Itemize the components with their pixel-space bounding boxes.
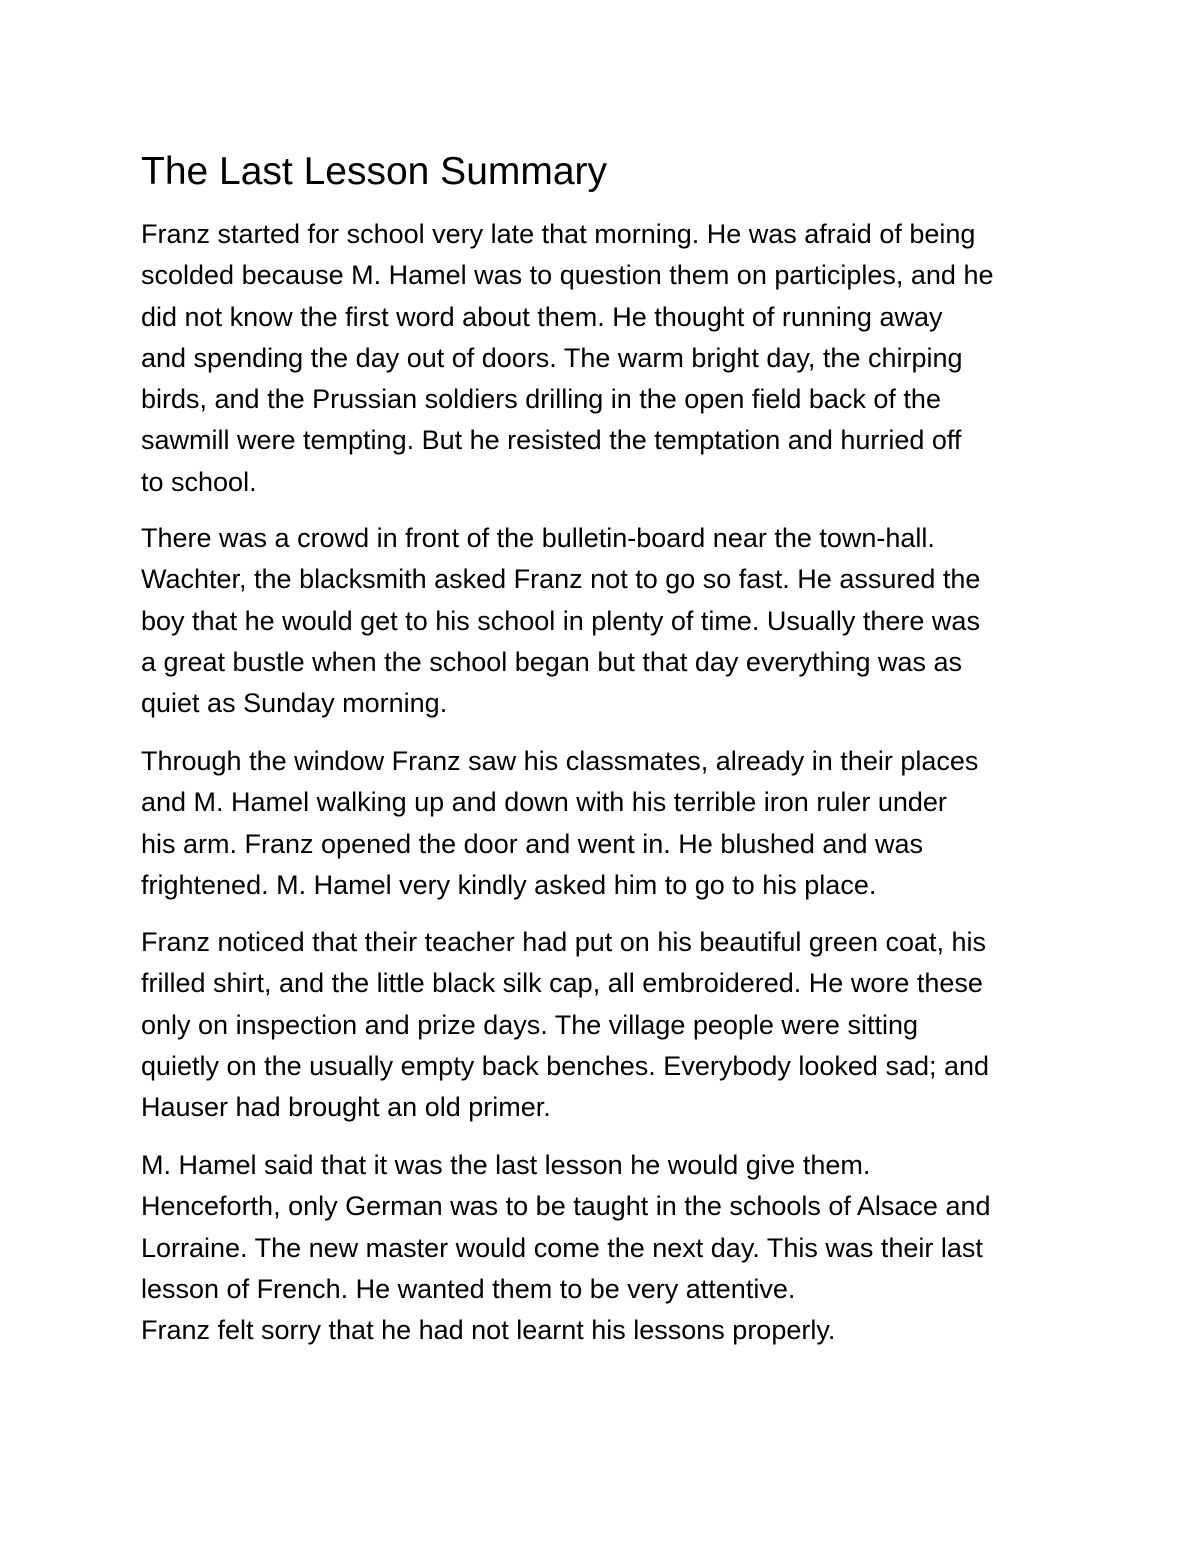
paragraph-line: quiet as Sunday morning. <box>141 688 448 719</box>
paragraph-line: only on inspection and prize days. The village people were sitting <box>141 1009 918 1040</box>
paragraph-line: Franz started for school very late that morning. He was afraid of being <box>141 219 976 249</box>
paragraph-line: Hauser had brought an old primer. <box>141 1092 551 1123</box>
paragraph-line: Lorraine. The new master would come the next day. This was their last <box>141 1232 983 1263</box>
paragraph-line: boy that he would get to his school in plenty of time. Usually there was <box>141 605 980 636</box>
paragraph-line: quietly on the usually empty back benches. Everybody looked sad; and <box>141 1050 990 1081</box>
paragraph-4 <box>141 922 1066 1128</box>
paragraph-line: frilled shirt, and the little black silk cap, all embroidered. He wore these <box>141 968 983 999</box>
paragraph-line: Franz noticed that their teacher had put on his beautiful green coat, his <box>141 927 987 957</box>
paragraph-line: lesson of French. He wanted them to be very attentive. <box>141 1273 796 1304</box>
paragraph-line: scolded because M. Hamel was to question them on participles, and he <box>141 260 994 291</box>
paragraph-3 <box>141 741 1066 906</box>
paragraph-line: M. Hamel said that it was the last lesson he would give them. <box>141 1150 871 1180</box>
paragraph-line: birds, and the Prussian soldiers drilling in the open field back of the <box>141 384 941 415</box>
paragraph-line: his arm. Franz opened the door and went in. He blushed and was <box>141 828 923 859</box>
paragraph-line: There was a crowd in front of the bulletin-board near the town-hall. <box>141 523 935 553</box>
paragraph-line: Wachter, the blacksmith asked Franz not to go so fast. He assured the <box>141 564 981 595</box>
paragraph-line: to school. <box>141 466 257 497</box>
page-title: The Last Lesson Summary <box>141 150 608 193</box>
paragraph-line: did not know the first word about them. He thought of running away <box>141 301 943 332</box>
paragraph-line: Henceforth, only German was to be taught in the schools of Alsace and <box>141 1191 991 1222</box>
paragraph-5 <box>141 1145 1066 1351</box>
paragraph-2 <box>141 518 1066 724</box>
paragraph-line: Franz felt sorry that he had not learnt his lessons properly. <box>141 1315 836 1346</box>
paragraph-line: frightened. M. Hamel very kindly asked him to go to his place. <box>141 869 877 900</box>
paragraph-line: Through the window Franz saw his classmates, already in their places <box>141 746 979 776</box>
paragraph-line: a great bustle when the school began but that day everything was as <box>141 646 963 677</box>
paragraph-line: and M. Hamel walking up and down with his terrible iron ruler under <box>141 787 947 818</box>
paragraph-line: sawmill were tempting. But he resisted the temptation and hurried off <box>141 425 962 456</box>
paragraph-1 <box>141 214 1066 503</box>
paragraph-line: and spending the day out of doors. The warm bright day, the chirping <box>141 342 963 373</box>
